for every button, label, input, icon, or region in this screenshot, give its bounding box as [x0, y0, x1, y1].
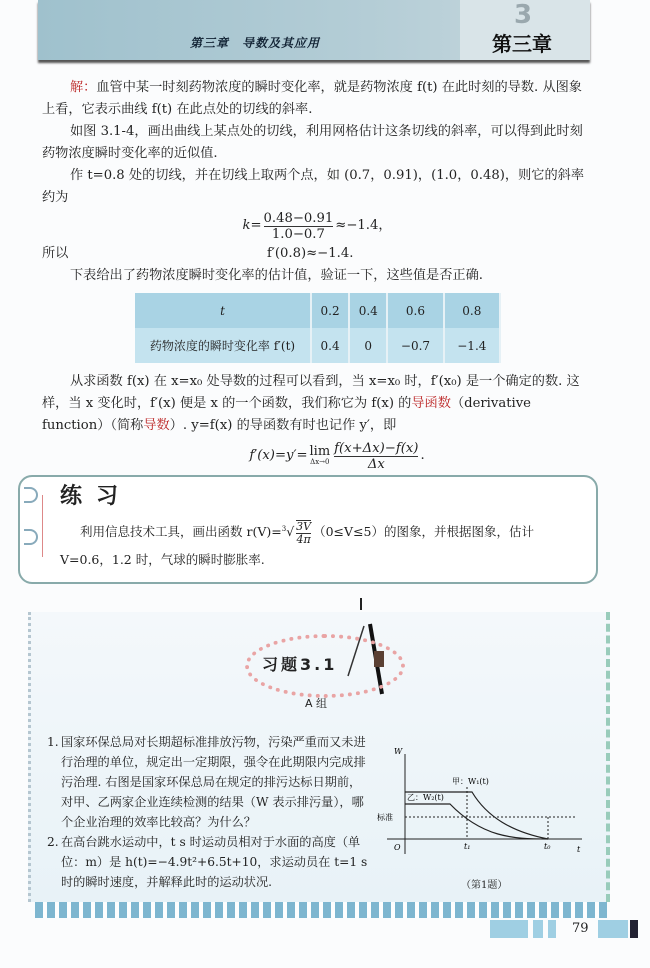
item-number: 2. [47, 835, 59, 849]
derivative-text-c: ）. y=f(x) 的导函数有时也记作 y′，即 [169, 418, 397, 433]
table-cell: 0.4 [311, 328, 349, 363]
limit [310, 445, 331, 467]
t1-label: t₁ [464, 842, 471, 851]
derivative-text-b: （derivative function）（简称 [42, 396, 531, 433]
lim-subscript: Δx→0 [310, 458, 330, 466]
term-derivative-function: 导函数 [411, 396, 451, 411]
chapter-title: 第三章 导数及其应用 [190, 36, 321, 50]
decor-block [598, 920, 628, 938]
rate-table [135, 293, 501, 363]
solution-text-1: 血管中某一时刻药物浓度的瞬时变化率，就是药物浓度 f(t) 在此时刻的导数. 从图象上看，它表示曲线 f(t) 在此点处的切线的斜率. [42, 80, 582, 117]
k-numerator: 0.48−0.91 [263, 210, 334, 226]
table-cell: 0 [349, 328, 387, 363]
decor-block [548, 920, 556, 938]
y-axis-label: W [394, 747, 403, 756]
origin-label: O [394, 843, 401, 852]
formula-end: . [420, 448, 425, 463]
practice-box [18, 475, 598, 584]
binder-ring-icon [24, 529, 38, 545]
term-derivative: 导数 [143, 418, 170, 433]
decorative-strip [35, 902, 607, 918]
table-cell: 0.2 [311, 293, 349, 328]
k-lhs: k= [242, 218, 262, 233]
chapter-numeral: 3 [514, 0, 533, 30]
table-cell: 0.6 [387, 293, 443, 328]
decor-block [630, 920, 638, 938]
lim: lim [309, 444, 331, 459]
table-header-row [135, 293, 500, 328]
solution-paragraph-4: 下表给出了药物浓度瞬时变化率的估计值，验证一下，这些值是否正确. [70, 268, 484, 283]
t0-label: t₀ [544, 842, 551, 851]
table-row [135, 328, 500, 363]
derivative-text-a: 从求函数 f(x) 在 x=x₀ 处导数的过程可以看到，当 x=x₀ 时，f′(x₀) 是一个确定的数. 这样，当 x 变化时，f′(x) 便是 x 的一个函数，我们称它为 f(x) 的 [42, 374, 580, 411]
root-index: 3 [281, 525, 287, 533]
practice-text-a: 利用信息技术工具，画出函数 r(V)= [80, 524, 282, 540]
solution-paragraph-2: 如图 3.1-4，画出曲线上某点处的切线，利用网格估计这条切线的斜率，可以得到此时刻药物浓度瞬时变化率的近似值. [42, 124, 583, 161]
solution-paragraph-3: 作 t=0.8 处的切线，并在切线上取两个点，如 (0.7，0.91)，(1.0，0.48)，则它的斜率约为 [42, 168, 585, 205]
root-fraction [296, 520, 311, 546]
table-cell: 0.8 [444, 293, 500, 328]
item-text: 国家环保总局对长期超标准排放污物，污染严重而又未进行治理的单位，规定出一定期限，强令在此期限内完成排污治理. 右图是国家环保总局在规定的排污达标日期前，对甲、乙两家企业连续检测的结果（W 表示排污量），哪个企业治理的效率比较高？为什么？ [61, 735, 366, 829]
decor-block [490, 920, 528, 938]
quotient-numerator: f(x+Δx)−f(x) [334, 440, 419, 456]
formula-lhs: f′(x)=y′= [249, 448, 308, 463]
root-numerator: 3V [296, 519, 312, 533]
practice-text: 利用信息技术工具，画出函数 r(V)=$^3$√ $\frac{3V}{4\pi}$ （0≤V≤5）的图象，并根据图象，估计 V=0.6，1.2 时，气球的瞬时膨胀率. [60, 519, 534, 568]
solution-label: 解： [70, 80, 97, 95]
so-line [42, 243, 592, 265]
table-cell: −1.4 [444, 328, 500, 363]
x-axis-label: t [577, 845, 581, 854]
derivative-formula [42, 437, 592, 475]
table-cell: t [135, 293, 311, 328]
so-formula: f′(0.8)≈−1.4. [267, 246, 354, 261]
root-denominator: 4π [296, 532, 311, 546]
exercise-title: 习题3.1 [262, 655, 338, 674]
table-cell: 0.4 [349, 293, 387, 328]
exercise-item [47, 732, 369, 832]
chapter-header [38, 0, 590, 60]
table-cell: −0.7 [387, 328, 443, 363]
standard-label: 标准 [377, 813, 393, 822]
figure-caption: （第1题） [461, 880, 508, 891]
decor-block [533, 920, 543, 938]
practice-text-b: （0≤V≤5）的图象，并根据图象，估计 V=0.6，1.2 时，气球的瞬时膨胀率. [60, 524, 534, 568]
exercise-item [47, 832, 369, 892]
practice-title: 练习 [60, 484, 133, 509]
solution-paragraph-1 [42, 77, 592, 121]
binder-ring-icon [24, 487, 38, 503]
page-number: 79 [572, 921, 589, 936]
curve-b-label: 乙：W₂(t) [407, 793, 444, 802]
k-rhs: ≈−1.4， [335, 218, 392, 233]
chapter-badge [460, 0, 590, 60]
slope-formula [42, 209, 592, 243]
main-text-column [42, 77, 592, 584]
margin-line [42, 495, 43, 557]
page-number-bar [490, 920, 650, 938]
so-label: 所以 [42, 246, 69, 261]
derivative-paragraph [42, 371, 592, 437]
curve-a-label: 甲：W₁(t) [452, 777, 489, 786]
item-text: 在高台跳水运动中，t s 时运动员相对于水面的高度（单位：m）是 h(t)=−4.9t²+6.5t+10，求运动员在 t=1 s 时的瞬时速度，并解释此时的运动状况. [61, 835, 368, 889]
slope-fraction [264, 211, 334, 242]
pollution-graph [372, 742, 587, 870]
chapter-badge-text: 第三章 [492, 32, 552, 56]
exercise-list [47, 732, 369, 892]
item-number: 1. [47, 735, 59, 749]
k-denominator: 1.0−0.7 [271, 226, 325, 242]
difference-quotient [334, 441, 418, 472]
quotient-denominator: Δx [367, 456, 385, 472]
group-label: A 组 [305, 697, 328, 710]
table-cell: 药物浓度的瞬时变化率 f′(t) [135, 328, 311, 363]
